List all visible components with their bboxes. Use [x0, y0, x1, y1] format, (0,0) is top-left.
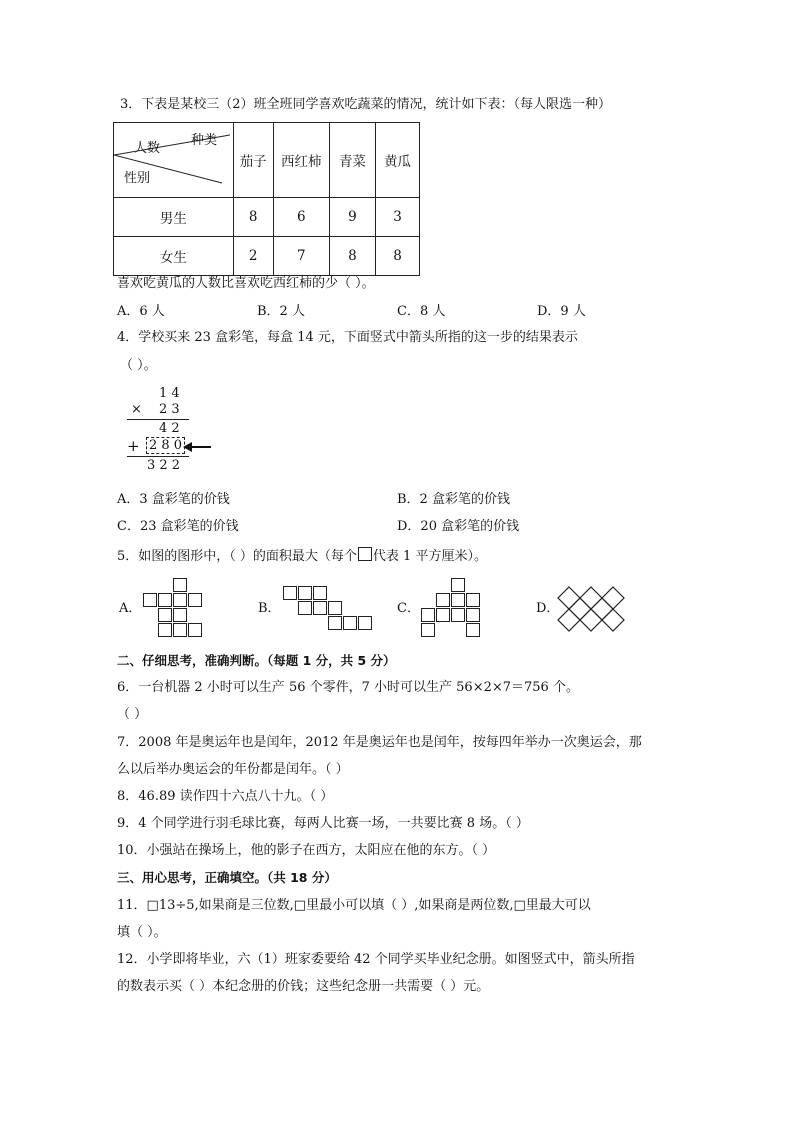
calc-result: 3 2 2 [147, 458, 181, 473]
section2-title: 二、仔细思考，准确判断。（每题 1 分，共 5 分） [117, 653, 396, 668]
shape-a[interactable] [143, 578, 207, 638]
table-header-diagonal-cell [114, 123, 234, 198]
q3-option-c[interactable]: C．8 人 [397, 304, 446, 319]
q3-intro: 3．下表是某校三（2）班全班同学喜欢吃蔬菜的情况，统计如下表：（每人限选一种） [120, 97, 612, 112]
calc-times: × [131, 402, 142, 417]
q3-question: 喜欢吃黄瓜的人数比喜欢吃西红柿的少（ ）。 [117, 276, 375, 291]
shape-label-a[interactable]: A． [119, 601, 142, 616]
table-row [114, 237, 420, 276]
unit-square-icon [358, 547, 372, 561]
q9: 9．4 个同学进行羽毛球比赛，每两人比赛一场，一共要比赛 8 场。（ ） [117, 816, 529, 831]
q7-line2: 么以后举办奥运会的年份都是闰年。（ ） [117, 762, 349, 777]
calc-line [127, 419, 189, 420]
table-cell: 6 [273, 198, 329, 237]
q4-question-line2: （ ）。 [120, 358, 157, 373]
column-header: 茄子 [233, 123, 273, 198]
calc-partial2: 2 8 0 [146, 437, 185, 454]
q6: 6．一台机器 2 小时可以生产 56 个零件，7 小时可以生产 56×2×7＝756 个。 [117, 680, 579, 695]
q6-blank[interactable]: （ ） [117, 707, 148, 722]
q4-option-b[interactable]: B．2 盒彩笔的价钱 [397, 492, 510, 507]
q4-option-d[interactable]: D．20 盒彩笔的价钱 [397, 519, 520, 534]
calc-partial1: 4 2 [159, 421, 180, 436]
q5-question-b: 代表 1 平方厘米）。 [372, 549, 487, 564]
vertical-multiplication [123, 386, 218, 476]
q4-option-a[interactable]: A．3 盒彩笔的价钱 [117, 492, 230, 507]
table-cell: 9 [329, 198, 375, 237]
q7-line1: 7．2008 年是奥运年也是闰年，2012 年是奥运年也是闰年，按每四年举办一次奥运会，那 [117, 735, 642, 750]
q5-question-a: 5．如图的图形中，（ ）的面积最大（每个 [117, 549, 357, 564]
q12-line2: 的数表示买（ ）本纪念册的价钱；这些纪念册一共需要（ ）元。 [117, 979, 490, 994]
column-header: 黄瓜 [375, 123, 419, 198]
table-row [114, 198, 420, 237]
q3-option-d[interactable]: D．9 人 [537, 304, 586, 319]
calc-plus: + [127, 437, 140, 455]
table-cell: 8 [329, 237, 375, 276]
shape-label-b[interactable]: B． [258, 601, 281, 616]
q11-line1: 11．□13÷5,如果商是三位数,□里最小可以填（ ）,如果商是两位数,□里最大可以 [117, 898, 591, 913]
table-cell: 2 [233, 237, 273, 276]
calc-line [127, 456, 189, 457]
q3-option-a[interactable]: A．6 人 [117, 304, 165, 319]
table-cell: 8 [233, 198, 273, 237]
calc-second: 2 3 [159, 402, 180, 417]
vegetable-table [113, 122, 420, 274]
q4-option-c[interactable]: C．23 盒彩笔的价钱 [117, 519, 239, 534]
header-kind: 种类 [191, 133, 218, 148]
row-label: 男生 [114, 198, 234, 237]
q11-line2: 填（ ）。 [117, 925, 167, 940]
row-label: 女生 [114, 237, 234, 276]
header-people: 人数 [134, 141, 161, 156]
table-cell: 7 [273, 237, 329, 276]
shape-c[interactable] [421, 578, 485, 638]
section3-title: 三、用心思考，正确填空。（共 18 分） [117, 870, 337, 885]
q12-line1: 12．小学即将毕业，六（1）班家委要给 42 个同学买毕业纪念册。如图竖式中，箭头所指 [117, 952, 635, 967]
shape-b[interactable] [283, 586, 375, 634]
shape-label-c[interactable]: C． [397, 601, 420, 616]
table-cell: 3 [375, 198, 419, 237]
q4-question-line1: 4．学校买来 23 盒彩笔，每盒 14 元，下面竖式中箭头所指的这一步的结果表示 [117, 330, 578, 345]
column-header: 青菜 [329, 123, 375, 198]
arrow-left-icon [183, 441, 213, 453]
column-header: 西红柿 [273, 123, 329, 198]
q5-question [117, 547, 487, 565]
table-cell: 8 [375, 237, 419, 276]
calc-top: 1 4 [159, 386, 180, 401]
q3-option-b[interactable]: B．2 人 [257, 304, 305, 319]
header-gender: 性别 [124, 171, 151, 186]
shape-d[interactable] [557, 586, 627, 632]
q8: 8．46.89 读作四十六点八十九。（ ） [117, 789, 334, 804]
shape-label-d[interactable]: D． [536, 601, 560, 616]
q10: 10．小强站在操场上，他的影子在西方，太阳应在他的东方。（ ） [117, 843, 496, 858]
